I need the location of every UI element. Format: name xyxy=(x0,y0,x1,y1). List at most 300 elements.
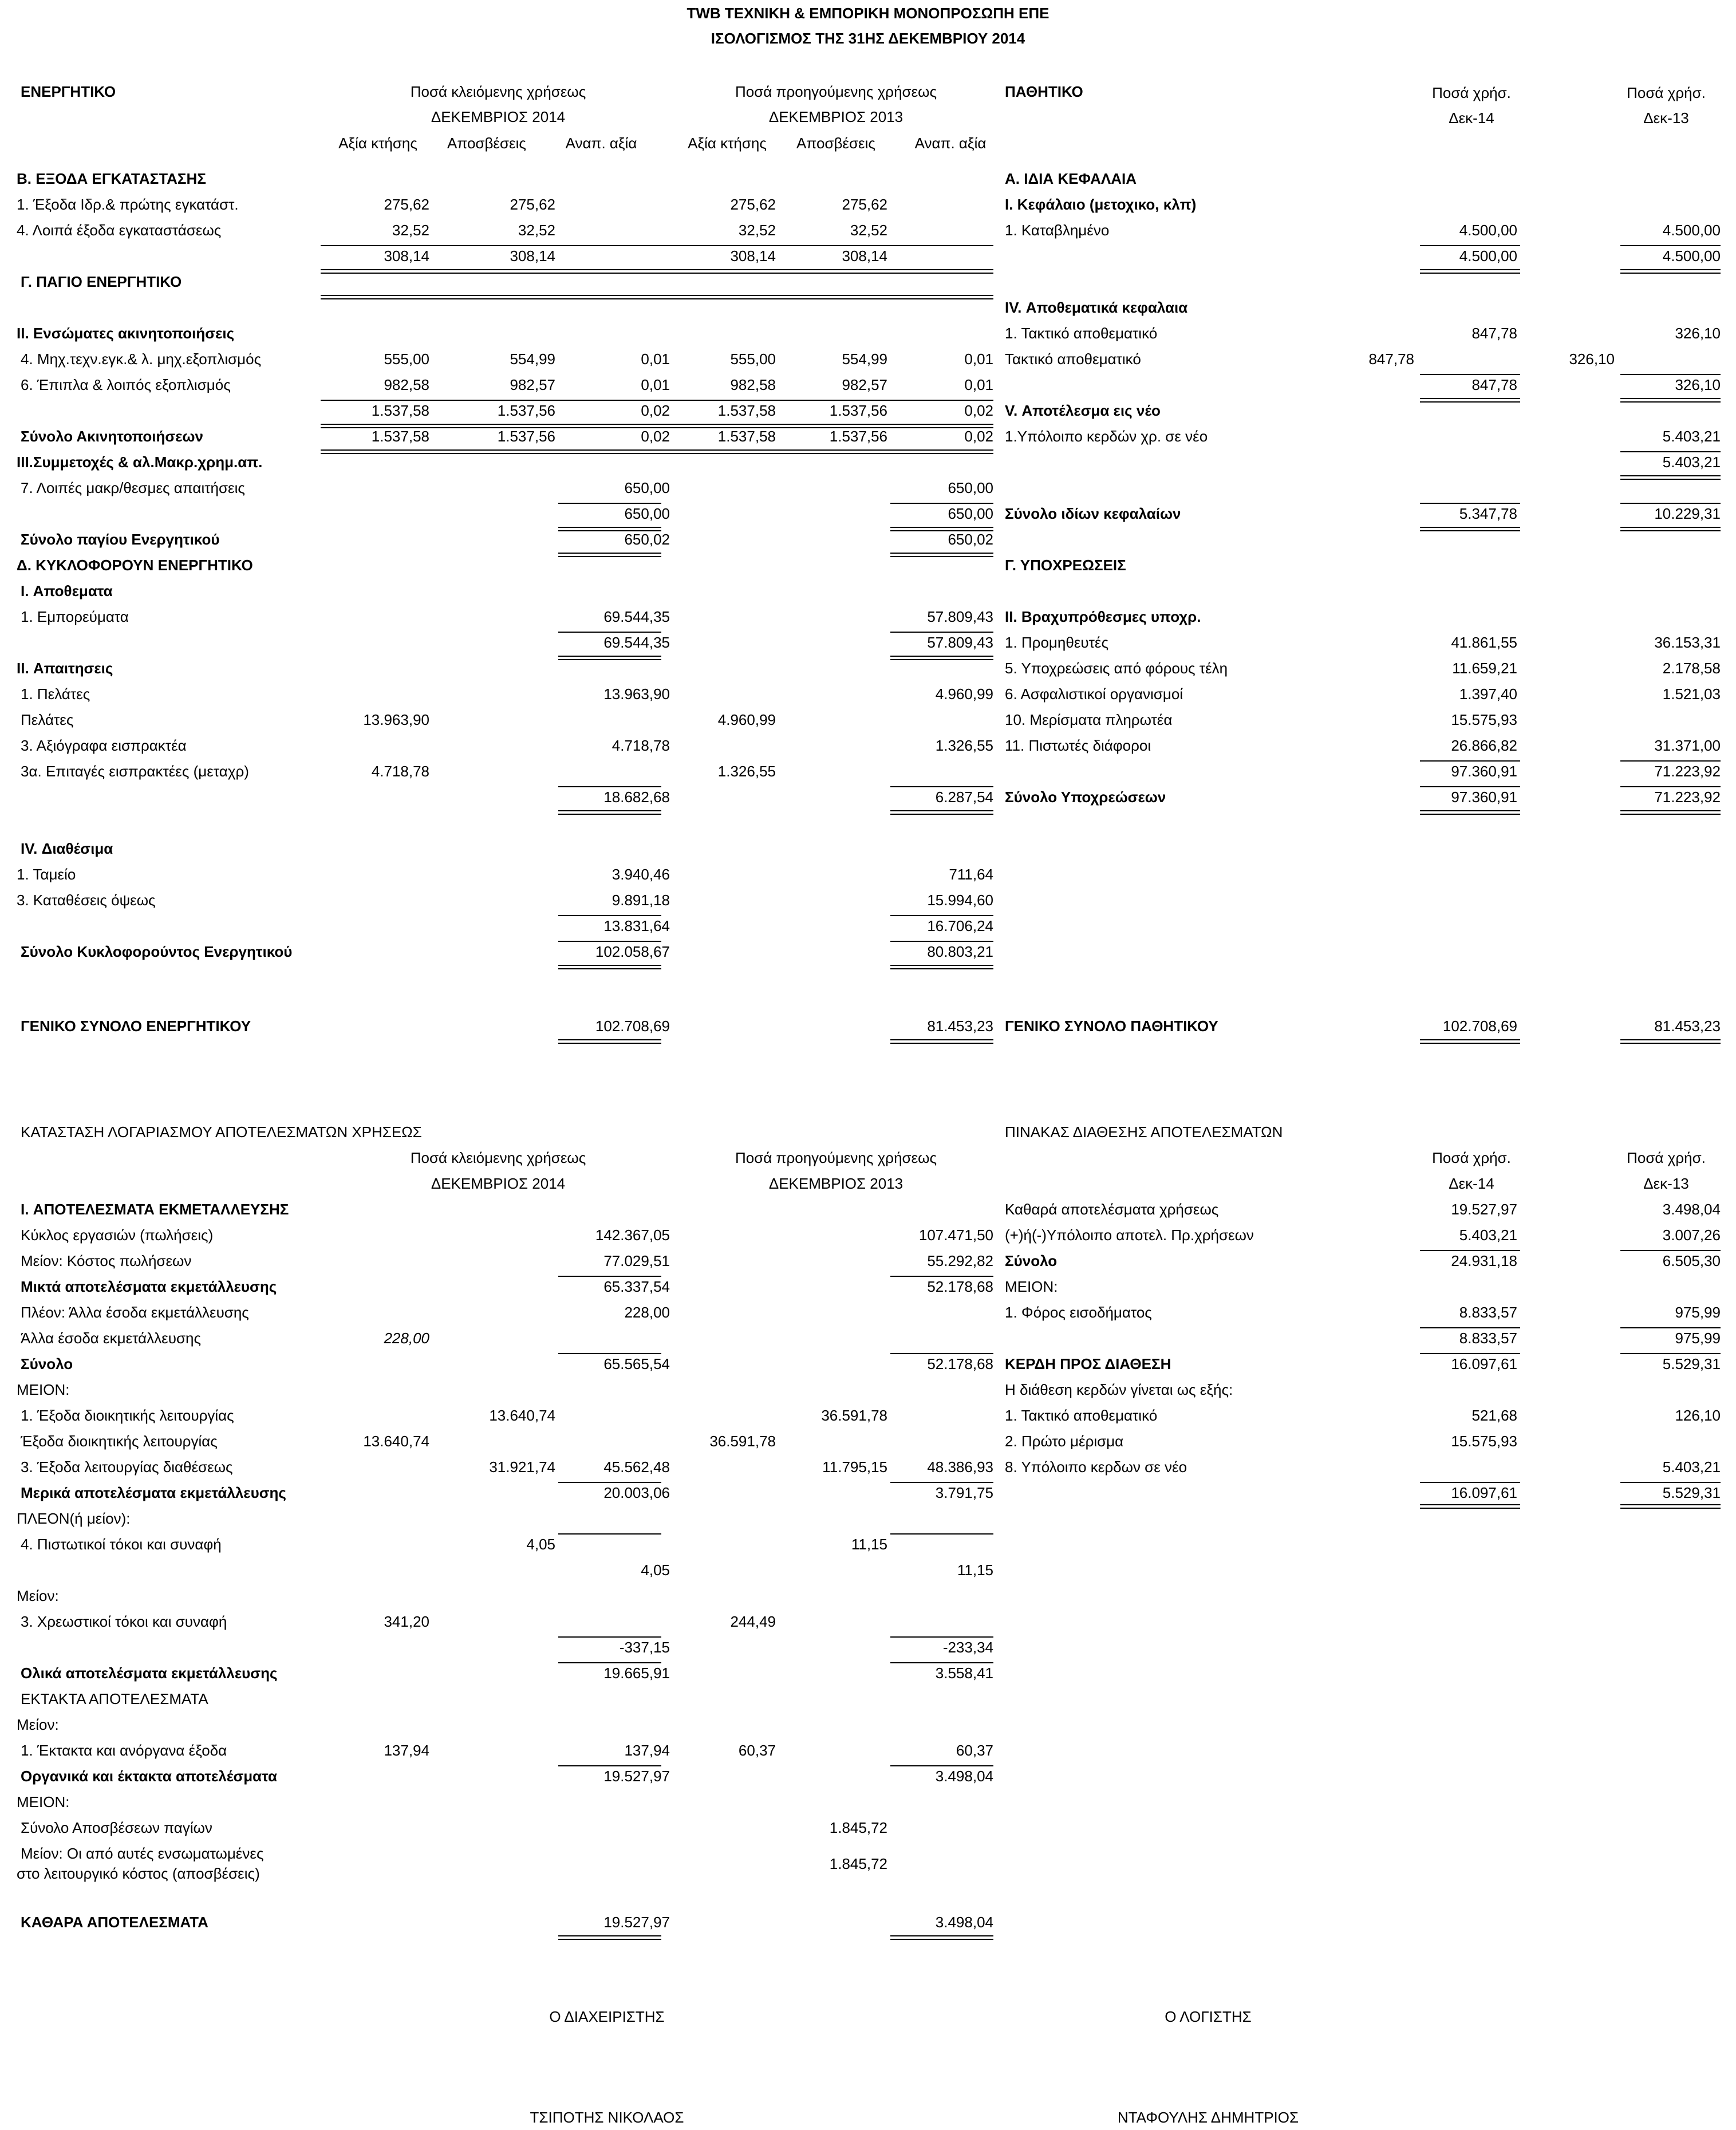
row-label: ΜΕΙΟΝ: xyxy=(17,1793,70,1811)
rule xyxy=(558,1482,661,1483)
amount-cell: 60,37 xyxy=(738,1742,776,1759)
row-label: Έξοδα διοικητικής λειτουργίας xyxy=(21,1433,218,1450)
amount-cell: 80.803,21 xyxy=(927,943,993,960)
double-rule xyxy=(1620,1039,1721,1044)
row-label: 1. Έξοδα Ιδρ.& πρώτης εγκατάστ. xyxy=(17,196,239,213)
amount-cell: 102.708,69 xyxy=(1442,1017,1517,1035)
amount-cell: 275,62 xyxy=(730,196,776,213)
rule xyxy=(890,1533,993,1535)
rule xyxy=(558,503,661,504)
row-label: Μείον: Οι από αυτές ενσωματωμένες xyxy=(21,1845,264,1862)
rule xyxy=(890,632,993,633)
amount-cell: 142.367,05 xyxy=(595,1226,670,1244)
amount-cell: 650,00 xyxy=(948,479,993,496)
dist-year-heading-2013: Δεκ-13 xyxy=(1643,1175,1689,1192)
row-label: Β. ΕΞΟΔΑ ΕΓΚΑΤΑΣΤΑΣΗΣ xyxy=(17,170,206,187)
row-label: Πελάτες xyxy=(21,711,74,728)
amount-cell: 975,99 xyxy=(1675,1304,1721,1321)
row-label: ΜΕΙΟΝ: xyxy=(17,1381,70,1398)
right-row-label: Σύνολο Υποχρεώσεων xyxy=(1005,788,1166,806)
row-label: Σύνολο Ακινητοποιήσεων xyxy=(21,428,203,445)
amount-cell: 1.397,40 xyxy=(1459,685,1517,703)
double-rule xyxy=(558,1935,661,1940)
double-rule xyxy=(321,449,993,454)
amount-cell: 102.708,69 xyxy=(595,1017,670,1035)
row-label: Άλλα έσοδα εκμετάλλευσης xyxy=(21,1330,201,1347)
amount-cell: 3.940,46 xyxy=(611,866,670,883)
amount-cell: 326,10 xyxy=(1675,325,1721,342)
amount-cell: 847,78 xyxy=(1471,325,1517,342)
amount-cell: 650,00 xyxy=(624,505,670,522)
amount-cell: 57.809,43 xyxy=(927,608,993,625)
amount-cell: 1.537,58 xyxy=(371,428,429,445)
depreciation-heading-prev: Αποσβέσεις xyxy=(796,135,875,152)
amount-cell: 326,10 xyxy=(1675,376,1721,393)
amount-cell: 982,58 xyxy=(384,376,429,393)
double-rule xyxy=(1620,269,1721,274)
amount-cell: 1.537,56 xyxy=(829,402,887,419)
rule xyxy=(890,1662,993,1663)
right-row-label: I. Κεφάλαιο (μετοχικο, κλπ) xyxy=(1005,196,1197,213)
amount-cell: 10.229,31 xyxy=(1654,505,1721,522)
net-value-heading: Αναπ. αξία xyxy=(565,135,637,152)
right-row-label: Τακτικό αποθεματικό xyxy=(1005,350,1141,368)
amount-cell: 3.498,04 xyxy=(1662,1201,1721,1218)
right-row-label: 11. Πιστωτές διάφοροι xyxy=(1005,737,1151,754)
amount-cell: 1.521,03 xyxy=(1662,685,1721,703)
statement-title: ΙΣΟΛΟΓΙΣΜΟΣ ΤΗΣ 31ΗΣ ΔΕΚΕΜΒΡΙΟΥ 2014 xyxy=(711,30,1025,47)
right-row-label: Σύνολο ιδίων κεφαλαίων xyxy=(1005,505,1181,522)
amount-cell: 1.326,55 xyxy=(717,763,776,780)
rule xyxy=(890,1353,993,1354)
rule xyxy=(321,245,993,246)
amount-cell: 16.706,24 xyxy=(927,917,993,934)
amount-cell: 65.565,54 xyxy=(603,1355,670,1372)
amount-cell: 102.058,67 xyxy=(595,943,670,960)
amount-cell: 13.640,74 xyxy=(363,1433,429,1450)
amount-cell: 554,99 xyxy=(842,350,887,368)
double-rule xyxy=(1420,398,1520,403)
amount-cell: 982,57 xyxy=(842,376,887,393)
double-rule xyxy=(558,1039,661,1044)
row-label: Σύνολο Κυκλοφορούντος Ενεργητικού xyxy=(21,943,293,960)
pl-current-year-heading: Ποσά κλειόμενης χρήσεως xyxy=(410,1149,586,1166)
row-label: ΠΛΕΟΝ(ή μείον): xyxy=(17,1510,131,1527)
right-row-label: II. Βραχυπρόθεσμες υποχρ. xyxy=(1005,608,1201,625)
amount-cell: 77.029,51 xyxy=(603,1252,670,1269)
amount-cell: 0,01 xyxy=(641,350,670,368)
rule xyxy=(558,1533,661,1535)
amount-cell: 48.386,93 xyxy=(927,1458,993,1476)
row-label: Σύνολο xyxy=(21,1355,73,1372)
double-rule xyxy=(890,1039,993,1044)
rule xyxy=(558,1636,661,1638)
amount-cell: 5.403,21 xyxy=(1662,453,1721,471)
amount-cell: 341,20 xyxy=(384,1613,429,1630)
row-label: Κύκλος εργασιών (πωλήσεις) xyxy=(21,1226,214,1244)
accountant-role: Ο ΛΟΓΙΣΤΗΣ xyxy=(1165,2008,1252,2025)
right-row-label: ΓΕΝΙΚΟ ΣΥΝΟΛΟ ΠΑΘΗΤΙΚΟΥ xyxy=(1005,1017,1218,1035)
dist-year-heading-2014: Δεκ-14 xyxy=(1449,1175,1494,1192)
rule xyxy=(321,400,993,401)
amount-cell: 107.471,50 xyxy=(918,1226,993,1244)
dist-amount-heading-2014: Ποσά χρήσ. xyxy=(1432,1149,1511,1166)
amount-cell: 1.845,72 xyxy=(829,1855,887,1872)
current-year-date: ΔΕΚΕΜΒΡΙΟΣ 2014 xyxy=(431,108,566,125)
amount-cell: 650,02 xyxy=(624,531,670,548)
amount-cell: 1.537,56 xyxy=(497,428,555,445)
amount-cell: 1.537,56 xyxy=(497,402,555,419)
rule xyxy=(558,1276,661,1277)
row-label: Μερικά αποτελέσματα εκμετάλλευσης xyxy=(21,1484,286,1501)
double-rule xyxy=(558,527,661,531)
amount-cell: 982,57 xyxy=(510,376,555,393)
amount-cell: 6.505,30 xyxy=(1662,1252,1721,1269)
right-row-label: Καθαρά αποτελέσματα χρήσεως xyxy=(1005,1201,1219,1218)
rule xyxy=(558,941,661,942)
amount-cell: 554,99 xyxy=(510,350,555,368)
income-statement-title: ΚΑΤΑΣΤΑΣΗ ΛΟΓΑΡΙΑΣΜΟΥ ΑΠΟΤΕΛΕΣΜΑΤΩΝ ΧΡΗΣΕΩΣ xyxy=(21,1123,422,1141)
amount-cell: 275,62 xyxy=(510,196,555,213)
right-row-label: 2. Πρώτο μέρισμα xyxy=(1005,1433,1124,1450)
amount-cell: 97.360,91 xyxy=(1451,788,1517,806)
rule xyxy=(558,786,661,787)
rule xyxy=(1620,374,1721,375)
right-row-label: IV. Αποθεματικά κεφαλαια xyxy=(1005,299,1188,316)
amount-heading-2014: Ποσά χρήσ. xyxy=(1432,84,1511,101)
rule xyxy=(1420,786,1520,787)
amount-cell: 0,02 xyxy=(964,402,993,419)
rule xyxy=(890,915,993,916)
double-rule xyxy=(1420,269,1520,274)
amount-cell: 19.665,91 xyxy=(603,1664,670,1682)
amount-cell: 5.403,21 xyxy=(1662,428,1721,445)
rule xyxy=(1620,1353,1721,1354)
row-label: 1. Έξοδα διοικητικής λειτουργίας xyxy=(21,1407,234,1424)
double-rule xyxy=(1420,1504,1520,1509)
amount-cell: 555,00 xyxy=(730,350,776,368)
rule xyxy=(1620,451,1721,452)
row-label: ΕΚΤΑΚΤΑ ΑΠΟΤΕΛΕΣΜΑΤΑ xyxy=(21,1690,208,1707)
amount-cell: 71.223,92 xyxy=(1654,763,1721,780)
amount-cell: 18.682,68 xyxy=(603,788,670,806)
amount-cell: 11.795,15 xyxy=(822,1458,887,1476)
amount-cell: 711,64 xyxy=(949,866,993,883)
amount-cell: 36.153,31 xyxy=(1654,634,1721,651)
row-label: 6. Έπιπλα & λοιπός εξοπλισμός xyxy=(21,376,231,393)
amount-cell: 2.178,58 xyxy=(1662,660,1721,677)
row-label: 1. Πελάτες xyxy=(21,685,90,703)
amount-cell: 31.371,00 xyxy=(1654,737,1721,754)
administrator-name: ΤΣΙΠΟΤΗΣ ΝΙΚΟΛΑΟΣ xyxy=(530,2109,684,2126)
amount-cell: 1.326,55 xyxy=(935,737,993,754)
double-rule xyxy=(890,965,993,969)
amount-cell: 13.640,74 xyxy=(489,1407,555,1424)
rule xyxy=(1420,760,1520,762)
amount-cell: 71.223,92 xyxy=(1654,788,1721,806)
prior-year-date: ΔΕΚΕΜΒΡΙΟΣ 2013 xyxy=(768,108,903,125)
amount-cell: 32,52 xyxy=(518,222,555,239)
amount-cell: -337,15 xyxy=(619,1639,670,1656)
amount-cell: 308,14 xyxy=(842,247,887,265)
rule xyxy=(1620,760,1721,762)
amount-cell: 16.097,61 xyxy=(1451,1484,1517,1501)
amount-cell: 982,58 xyxy=(730,376,776,393)
amount-cell: 36.591,78 xyxy=(821,1407,887,1424)
row-label: 4. Λοιπά έξοδα εγκαταστάσεως xyxy=(17,222,222,239)
rule xyxy=(558,1662,661,1663)
rule xyxy=(890,1482,993,1483)
double-rule xyxy=(1620,398,1721,403)
double-rule xyxy=(1420,527,1520,531)
company-name: TWB ΤΕΧΝΙΚΗ & ΕΜΠΟΡΙΚΗ ΜΟΝΟΠΡΟΣΩΠΗ ΕΠΕ xyxy=(686,5,1050,22)
distribution-table-title: ΠΙΝΑΚΑΣ ΔΙΑΘΕΣΗΣ ΑΠΟΤΕΛΕΣΜΑΤΩΝ xyxy=(1005,1123,1283,1141)
amount-cell: 847,78 xyxy=(1368,350,1414,368)
double-rule xyxy=(890,527,993,531)
year-heading-2014: Δεκ-14 xyxy=(1449,109,1494,127)
double-rule xyxy=(558,553,661,557)
double-rule xyxy=(890,656,993,660)
amount-cell: 4.500,00 xyxy=(1459,247,1517,265)
amount-cell: 26.866,82 xyxy=(1451,737,1517,754)
amount-cell: 19.527,97 xyxy=(603,1914,670,1931)
right-row-label: 6. Ασφαλιστικοί οργανισμοί xyxy=(1005,685,1183,703)
amount-heading-2013: Ποσά χρήσ. xyxy=(1627,84,1706,101)
right-row-label: 1. Καταβλημένο xyxy=(1005,222,1110,239)
rule xyxy=(558,915,661,916)
net-value-heading-prev: Αναπ. αξία xyxy=(914,135,987,152)
amount-cell: 11,15 xyxy=(851,1536,887,1553)
double-rule xyxy=(1420,1039,1520,1044)
rule xyxy=(1420,1250,1520,1251)
amount-cell: 1.537,56 xyxy=(829,428,887,445)
row-label: Μείον: Κόστος πωλήσεων xyxy=(21,1252,192,1269)
amount-cell: 4.500,00 xyxy=(1459,222,1517,239)
current-year-heading: Ποσά κλειόμενης χρήσεως xyxy=(410,83,586,100)
amount-cell: 4.960,99 xyxy=(935,685,993,703)
amount-cell: 15.575,93 xyxy=(1451,711,1517,728)
pl-prior-year-heading: Ποσά προηγούμενης χρήσεως xyxy=(735,1149,937,1166)
pl-prior-year-date: ΔΕΚΕΜΒΡΙΟΣ 2013 xyxy=(768,1175,903,1192)
rule xyxy=(1620,1482,1721,1483)
amount-cell: 52.178,68 xyxy=(927,1278,993,1295)
rule xyxy=(558,1765,661,1766)
rule xyxy=(890,503,993,504)
amount-cell: 308,14 xyxy=(730,247,776,265)
row-label: Πλέον: Άλλα έσοδα εκμετάλλευσης xyxy=(21,1304,249,1321)
right-row-label: Α. ΙΔΙΑ ΚΕΦΑΛΑΙΑ xyxy=(1005,170,1137,187)
row-label: στο λειτουργικό κόστος (αποσβέσεις) xyxy=(17,1865,260,1882)
amount-cell: 0,01 xyxy=(964,376,993,393)
row-label: 7. Λοιπές μακρ/θεσμες απαιτήσεις xyxy=(21,479,245,496)
row-label: Δ. ΚΥΚΛΟΦΟΡΟΥΝ ΕΝΕΡΓΗΤΙΚΟ xyxy=(17,557,253,574)
amount-cell: 13.831,64 xyxy=(603,917,670,934)
amount-cell: 1.537,58 xyxy=(717,428,776,445)
row-label: Ολικά αποτελέσματα εκμετάλλευσης xyxy=(21,1664,278,1682)
amount-cell: 3.498,04 xyxy=(935,1768,993,1785)
assets-heading: ΕΝΕΡΓΗΤΙΚΟ xyxy=(21,83,116,100)
row-label: II. Ενσώματες ακινητοποιήσεις xyxy=(17,325,235,342)
amount-cell: 1.537,58 xyxy=(371,402,429,419)
amount-cell: 45.562,48 xyxy=(603,1458,670,1476)
double-rule xyxy=(558,965,661,969)
row-label: 3. Καταθέσεις όψεως xyxy=(17,892,156,909)
liabilities-heading: ΠΑΘΗΤΙΚΟ xyxy=(1005,83,1083,100)
amount-cell: 521,68 xyxy=(1471,1407,1517,1424)
row-label: Μείον: xyxy=(17,1716,59,1733)
right-row-label: 8. Υπόλοιπο κερδων σε νέο xyxy=(1005,1458,1187,1476)
amount-cell: 4.500,00 xyxy=(1662,247,1721,265)
amount-cell: 5.347,78 xyxy=(1459,505,1517,522)
prior-year-heading: Ποσά προηγούμενης χρήσεως xyxy=(735,83,937,100)
amount-cell: 11,15 xyxy=(957,1561,993,1579)
right-row-label: 1. Τακτικό αποθεματικό xyxy=(1005,1407,1158,1424)
amount-cell: 326,10 xyxy=(1569,350,1615,368)
amount-cell: 126,10 xyxy=(1675,1407,1721,1424)
amount-cell: 5.529,31 xyxy=(1662,1484,1721,1501)
rule xyxy=(558,1353,661,1354)
amount-cell: 555,00 xyxy=(384,350,429,368)
amount-cell: 41.861,55 xyxy=(1451,634,1517,651)
rule xyxy=(1420,1482,1520,1483)
amount-cell: 8.833,57 xyxy=(1459,1330,1517,1347)
right-row-label: 1. Φόρος εισοδήματος xyxy=(1005,1304,1152,1321)
rule xyxy=(1620,503,1721,504)
right-row-label: ΚΕΡΔΗ ΠΡΟΣ ΔΙΑΘΕΣΗ xyxy=(1005,1355,1171,1372)
row-label: Μείον: xyxy=(17,1587,59,1604)
rule xyxy=(1620,786,1721,787)
amount-cell: 32,52 xyxy=(850,222,887,239)
amount-cell: 24.931,18 xyxy=(1451,1252,1517,1269)
row-label: IV. Διαθέσιμα xyxy=(21,840,113,857)
amount-cell: 5.403,21 xyxy=(1662,1458,1721,1476)
row-label: 3. Χρεωστικοί τόκοι και συναφή xyxy=(21,1613,227,1630)
double-rule xyxy=(1620,810,1721,815)
amount-cell: 9.891,18 xyxy=(611,892,670,909)
amount-cell: 137,94 xyxy=(384,1742,429,1759)
depreciation-heading: Αποσβέσεις xyxy=(447,135,526,152)
row-label: 1. Ταμείο xyxy=(17,866,76,883)
double-rule xyxy=(1620,475,1721,480)
amount-cell: 3.007,26 xyxy=(1662,1226,1721,1244)
amount-cell: 5.403,21 xyxy=(1459,1226,1517,1244)
rule xyxy=(890,941,993,942)
acquisition-value-heading: Αξία κτήσης xyxy=(338,135,417,152)
amount-cell: 3.791,75 xyxy=(935,1484,993,1501)
amount-cell: 13.963,90 xyxy=(603,685,670,703)
amount-cell: 0,02 xyxy=(964,428,993,445)
amount-cell: 137,94 xyxy=(624,1742,670,1759)
row-label: 1. Έκτακτα και ανόργανα έξοδα xyxy=(21,1742,227,1759)
row-label: I. Αποθεματα xyxy=(21,582,113,599)
amount-cell: 11.659,21 xyxy=(1452,660,1517,677)
right-row-label: 5. Υποχρεώσεις από φόρους τέλη xyxy=(1005,660,1228,677)
row-label: Σύνολο παγίου Ενεργητικού xyxy=(21,531,220,548)
amount-cell: 308,14 xyxy=(384,247,429,265)
accountant-name: ΝΤΑΦΟΥΛΗΣ ΔΗΜΗΤΡΙΟΣ xyxy=(1117,2109,1299,2126)
double-rule xyxy=(890,1935,993,1940)
amount-cell: 32,52 xyxy=(738,222,776,239)
row-label: Μικτά αποτελέσματα εκμετάλλευσης xyxy=(21,1278,277,1295)
amount-cell: 19.527,97 xyxy=(1451,1201,1517,1218)
amount-cell: 3.558,41 xyxy=(935,1664,993,1682)
right-row-label: Η διάθεση κερδών γίνεται ως εξής: xyxy=(1005,1381,1233,1398)
amount-cell: 650,02 xyxy=(948,531,993,548)
amount-cell: 228,00 xyxy=(384,1330,429,1347)
amount-cell: 69.544,35 xyxy=(603,608,670,625)
row-label: Οργανικά και έκτακτα αποτελέσματα xyxy=(21,1768,278,1785)
double-rule xyxy=(1620,527,1721,531)
amount-cell: 60,37 xyxy=(956,1742,993,1759)
amount-cell: 275,62 xyxy=(842,196,887,213)
amount-cell: -233,34 xyxy=(942,1639,993,1656)
amount-cell: 20.003,06 xyxy=(603,1484,670,1501)
rule xyxy=(1420,245,1520,246)
amount-cell: 32,52 xyxy=(392,222,429,239)
amount-cell: 15.994,60 xyxy=(927,892,993,909)
amount-cell: 19.527,97 xyxy=(603,1768,670,1785)
rule xyxy=(1420,1353,1520,1354)
amount-cell: 244,49 xyxy=(730,1613,776,1630)
rule xyxy=(1620,1327,1721,1328)
acquisition-value-heading-prev: Αξία κτήσης xyxy=(688,135,767,152)
row-label: II. Απαιτησεις xyxy=(17,660,113,677)
row-label: I. ΑΠΟΤΕΛΕΣΜΑΤΑ ΕΚΜΕΤΑΛΛΕΥΣΗΣ xyxy=(21,1201,289,1218)
amount-cell: 0,01 xyxy=(641,376,670,393)
row-label: 3α. Επιταγές εισπρακτέες (μεταχρ) xyxy=(21,763,249,780)
double-rule xyxy=(890,553,993,557)
amount-cell: 15.575,93 xyxy=(1451,1433,1517,1450)
row-label: 3. Έξοδα λειτουργίας διαθέσεως xyxy=(21,1458,233,1476)
rule xyxy=(1420,374,1520,375)
amount-cell: 97.360,91 xyxy=(1451,763,1517,780)
amount-cell: 847,78 xyxy=(1471,376,1517,393)
dist-amount-heading-2013: Ποσά χρήσ. xyxy=(1627,1149,1706,1166)
amount-cell: 31.921,74 xyxy=(489,1458,555,1476)
row-label: III.Συμμετοχές & αλ.Μακρ.χρημ.απ. xyxy=(17,453,263,471)
amount-cell: 4.718,78 xyxy=(611,737,670,754)
right-row-label: Γ. ΥΠΟΧΡΕΩΣΕΙΣ xyxy=(1005,557,1126,574)
amount-cell: 4,05 xyxy=(526,1536,555,1553)
right-row-label: 10. Μερίσματα πληρωτέα xyxy=(1005,711,1173,728)
amount-cell: 228,00 xyxy=(624,1304,670,1321)
amount-cell: 81.453,23 xyxy=(1654,1017,1721,1035)
rule xyxy=(890,1276,993,1277)
amount-cell: 308,14 xyxy=(510,247,555,265)
amount-cell: 55.292,82 xyxy=(927,1252,993,1269)
amount-cell: 13.963,90 xyxy=(363,711,429,728)
rule xyxy=(890,786,993,787)
double-rule xyxy=(321,424,993,428)
rule xyxy=(1420,503,1520,504)
amount-cell: 650,00 xyxy=(948,505,993,522)
amount-cell: 0,01 xyxy=(964,350,993,368)
year-heading-2013: Δεκ-13 xyxy=(1643,109,1689,127)
row-label: ΚΑΘΑΡΑ ΑΠΟΤΕΛΕΣΜΑΤΑ xyxy=(21,1914,208,1931)
double-rule xyxy=(558,656,661,660)
rule xyxy=(1420,1327,1520,1328)
row-label: 4. Πιστωτικοί τόκοι και συναφή xyxy=(21,1536,222,1553)
amount-cell: 4.960,99 xyxy=(717,711,776,728)
amount-cell: 275,62 xyxy=(384,196,429,213)
amount-cell: 1.845,72 xyxy=(829,1819,887,1836)
amount-cell: 52.178,68 xyxy=(927,1355,993,1372)
double-rule xyxy=(1420,810,1520,815)
amount-cell: 57.809,43 xyxy=(927,634,993,651)
row-label: Γ. ΠΑΓΙΟ ΕΝΕΡΓΗΤΙΚΟ xyxy=(21,273,182,290)
amount-cell: 69.544,35 xyxy=(603,634,670,651)
amount-cell: 650,00 xyxy=(624,479,670,496)
